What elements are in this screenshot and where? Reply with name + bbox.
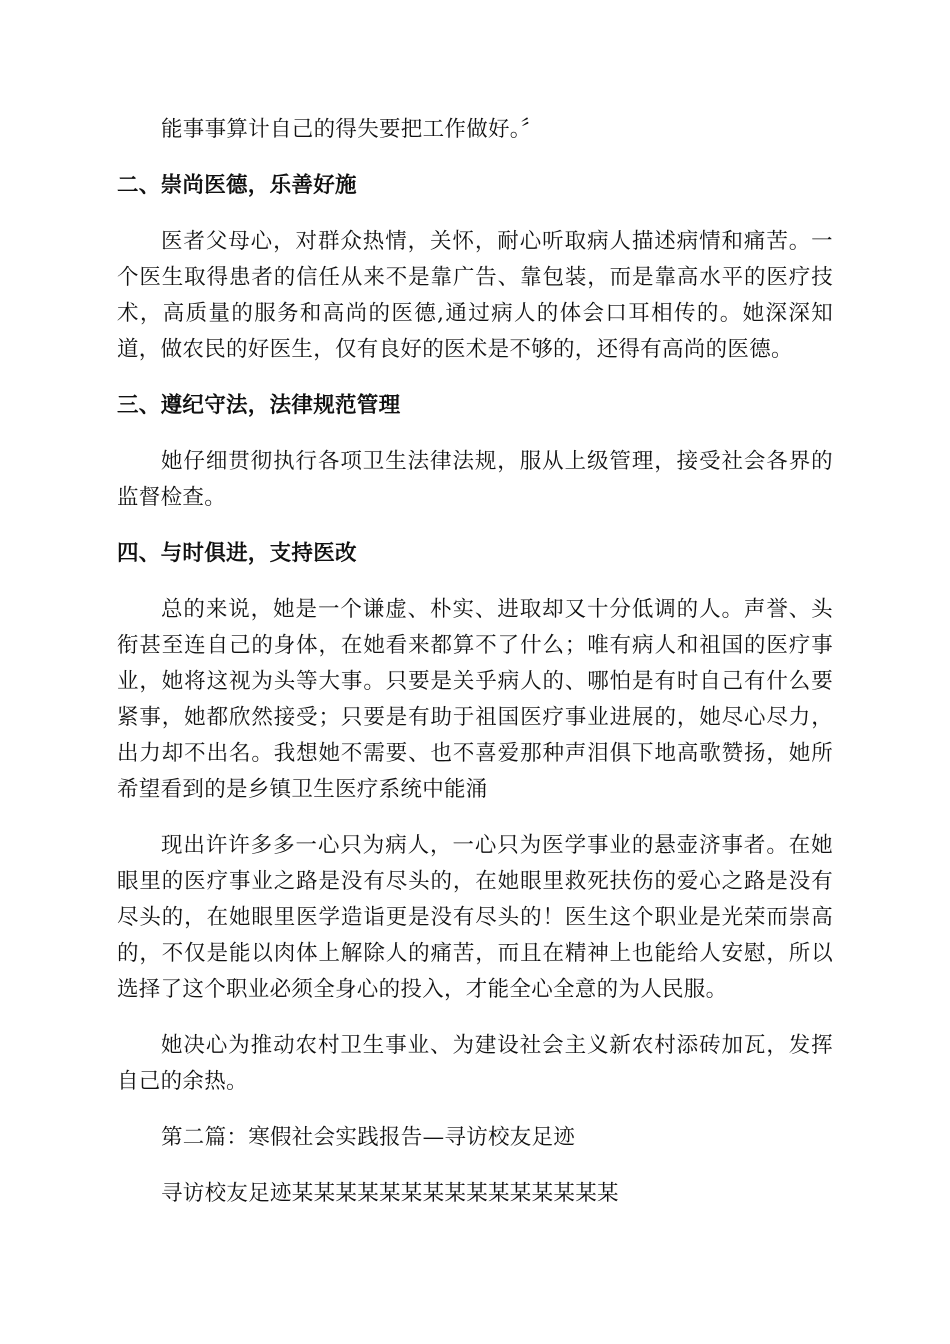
paragraph-law-compliance: 她仔细贯彻执行各项卫生法律法规，服从上级管理，接受社会各界的监督检查。: [117, 449, 833, 510]
document-body: [117, 112, 833, 1212]
section-heading-4: 四、与时俱进，支持医改: [117, 541, 357, 566]
paragraph-career: 现出许许多多一心只为病人，一心只为医学事业的悬壶济事者。在她眼里的医疗事业之路是没有尽头的，在她眼里救死扶伤的爱心之路是没有尽头的，在她眼里医学造诣更是没有尽头的！医生这个职业是光荣而崇高的，不仅是能以肉体上解除人的痛苦，而且在精神上也能给人安慰，所以选择了这个职业必须全身心的投入，才能全心全意的为人民服。: [117, 833, 833, 1002]
section-heading-2: 二、崇尚医德，乐善好施: [117, 173, 357, 198]
paragraph-determination: 她决心为推动农村卫生事业、为建设社会主义新农村添砖加瓦，发挥自己的余热。: [117, 1033, 833, 1094]
second-article-title: 第二篇：寒假社会实践报告—寻访校友足迹: [161, 1125, 576, 1150]
section-heading-3: 三、遵纪守法，法律规范管理: [117, 393, 401, 418]
paragraph-summary: 总的来说，她是一个谦虚、朴实、进取却又十分低调的人。声誉、头衔甚至连自己的身体，在她看来都算不了什么；唯有病人和祖国的医疗事业，她将这视为头等大事。只要是关乎病人的、哪怕是有时自己有什么要紧事，她都欣然接受；只要是有助于祖国医疗事业进展的，她尽心尽力，出力却不出名。我想她不需要、也不喜爱那种声泪俱下地高歌赞扬，她所希望看到的是乡镇卫生医疗系统中能涌: [117, 597, 833, 802]
second-article-subtitle: 寻访校友足迹某某某某某某某某某某某某某某某: [161, 1181, 619, 1206]
paragraph-continuation: 能事事算计自己的得失要把工作做好。〞: [161, 117, 543, 142]
paragraph-medical-ethics: 医者父母心，对群众热情，关怀，耐心听取病人描述病情和痛苦。一个医生取得患者的信任从来不是靠广告、靠包装，而是靠高水平的医疗技术，高质量的服务和高尚的医德,通过病人的体会口耳相传的。她深深知道，做农民的好医生，仅有良好的医术是不够的，还得有高尚的医德。: [117, 229, 833, 362]
